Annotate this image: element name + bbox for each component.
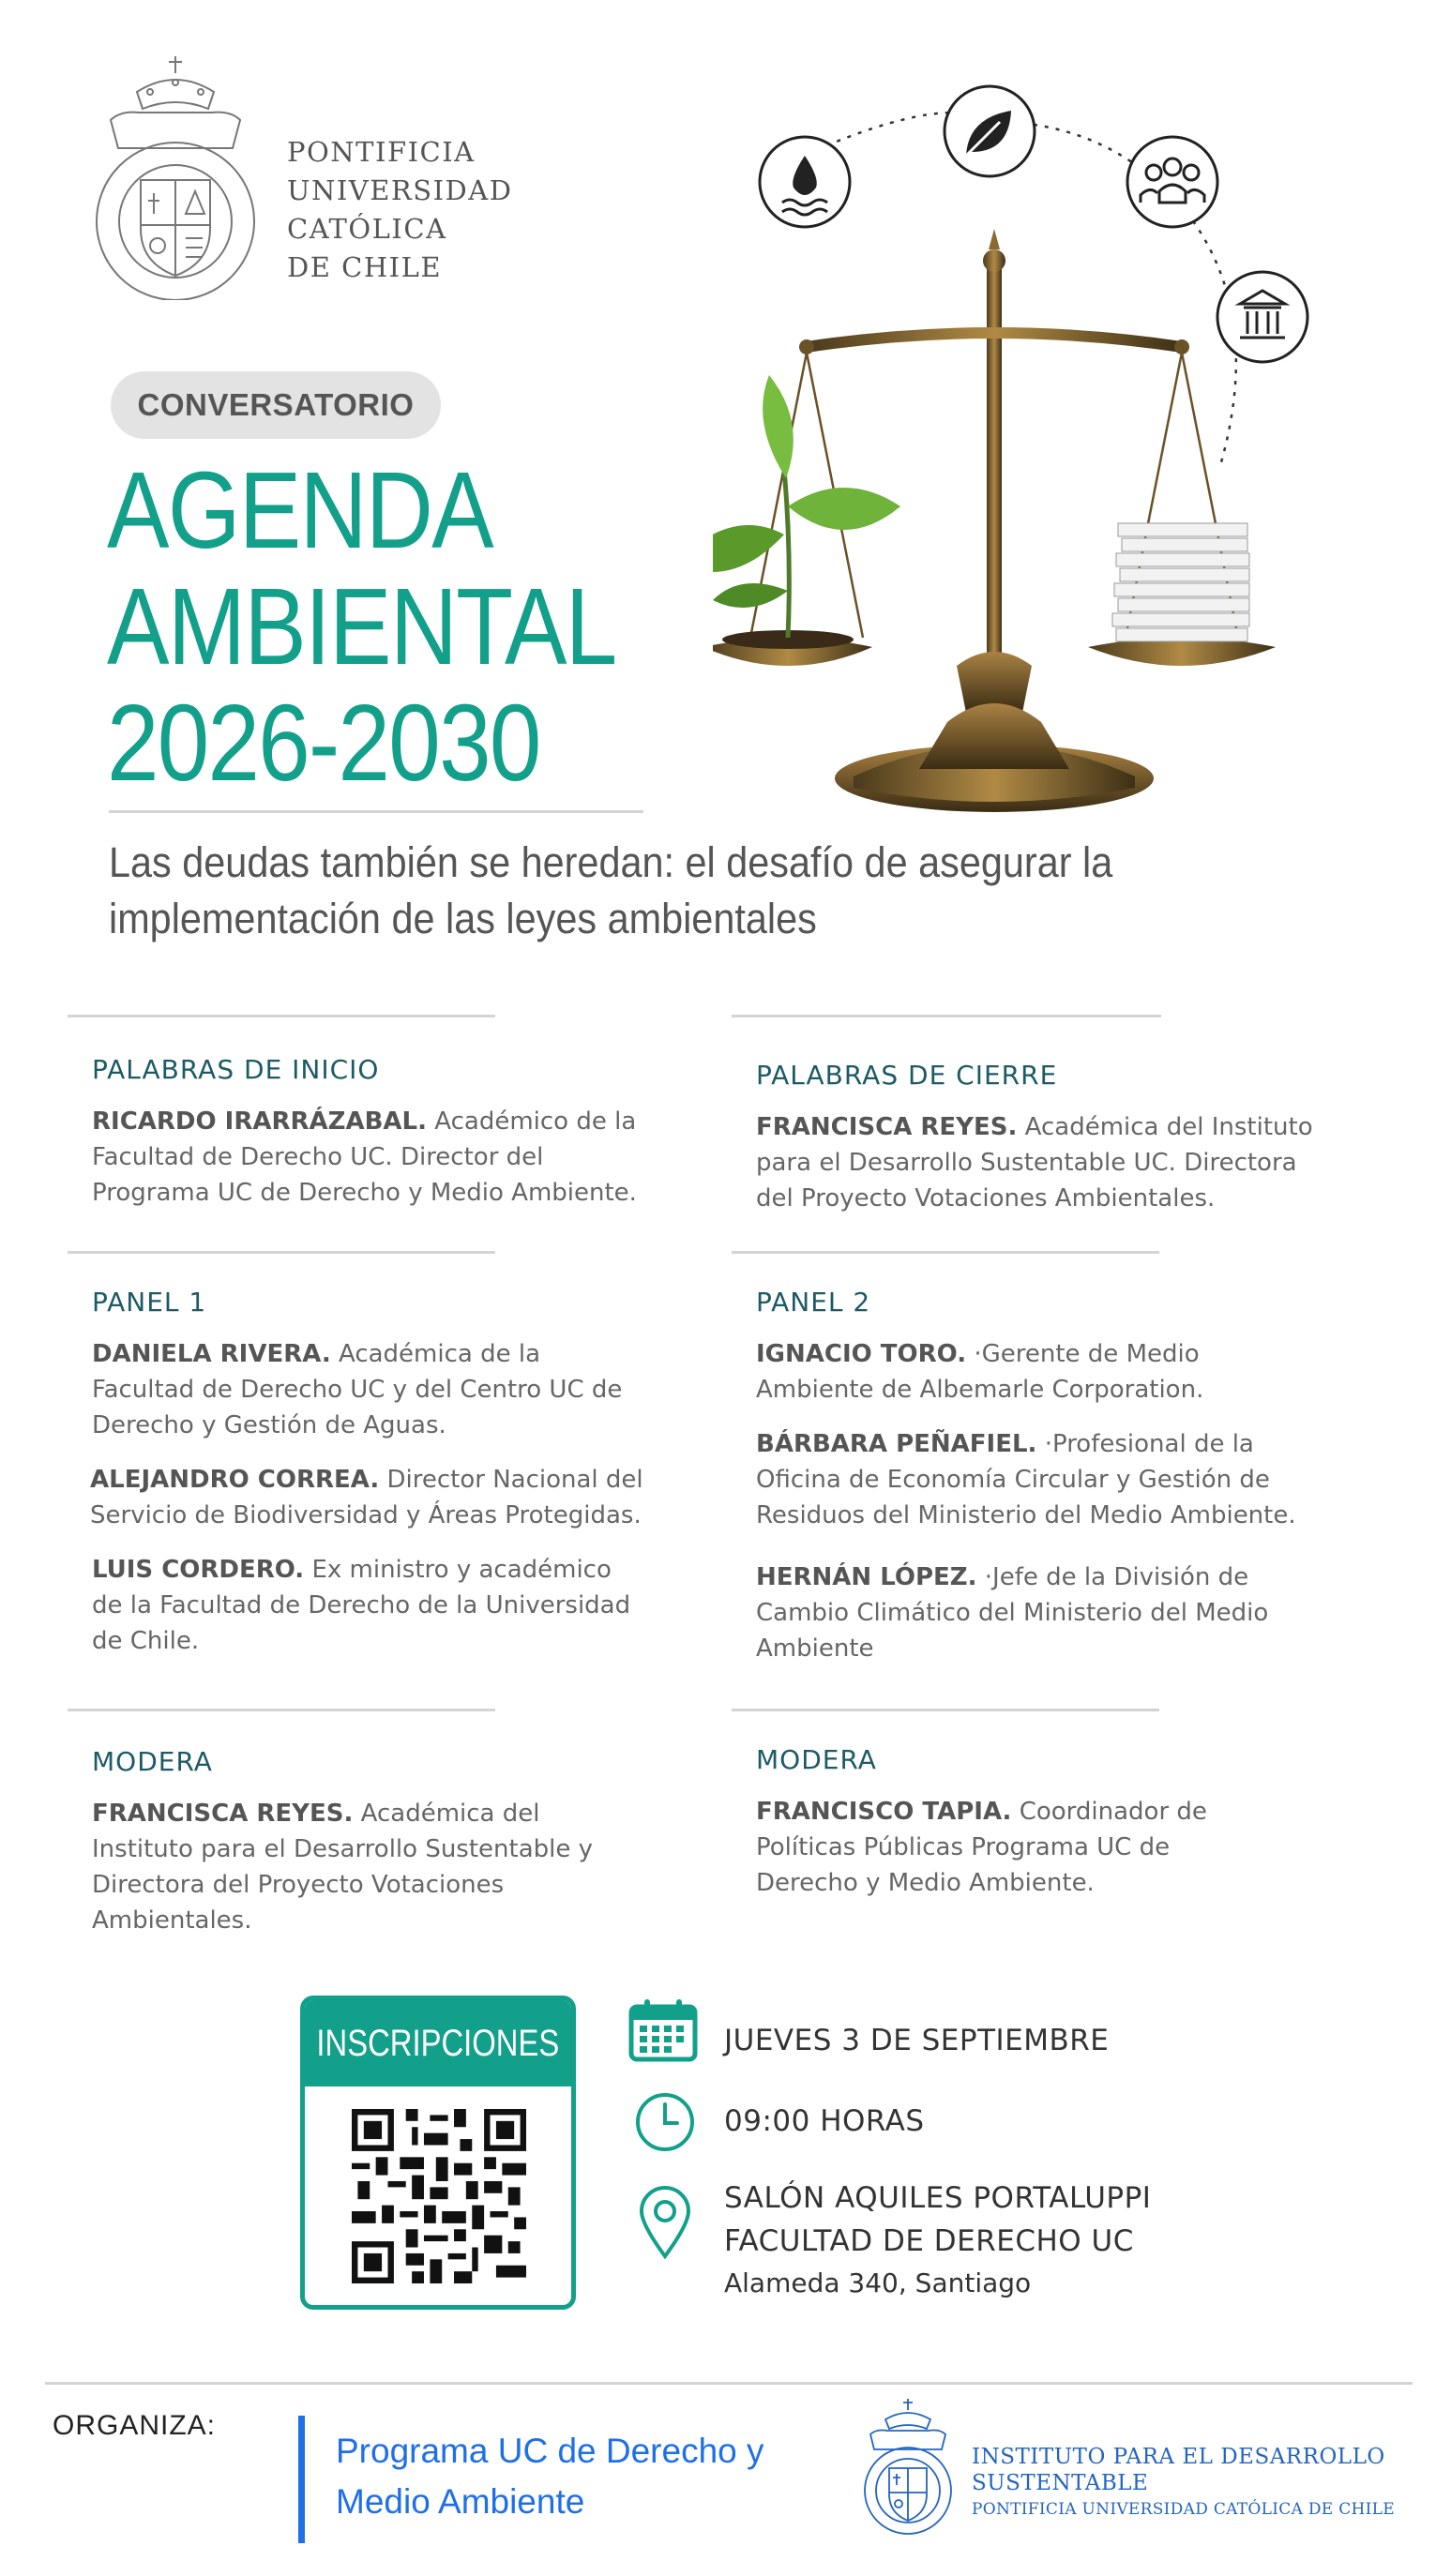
university-name-line: PONTIFICIA — [287, 136, 476, 168]
speaker-name: DANIELA RIVERA. — [92, 1340, 331, 1368]
speaker-desc-line: Directora del Proyecto Votaciones — [92, 1871, 505, 1899]
speaker-desc-line: ·Gerente de Medio — [966, 1340, 1200, 1368]
program-name: Programa UC de Derecho y Medio Ambiente — [336, 2432, 764, 2521]
title-divider — [109, 810, 643, 813]
speaker-desc-line: Derecho y Medio Ambiente. — [756, 1869, 1095, 1897]
speaker-desc-line: Académico de la — [427, 1107, 637, 1136]
organizer-label: ORGANIZA: — [53, 2410, 217, 2441]
institute-university-line: PONTIFICIA UNIVERSIDAD CATÓLICA DE CHILE — [972, 2500, 1395, 2519]
speaker-desc-line: Cambio Climático del Ministerio del Medio — [756, 1599, 1269, 1627]
speaker-desc-line: Ambiente de Albemarle Corporation. — [756, 1376, 1204, 1404]
speaker-desc-line: del Proyecto Votaciones Ambientales. — [756, 1184, 1216, 1213]
speaker-desc-line: de la Facultad de Derecho de la Universidad — [92, 1591, 631, 1619]
speaker-desc-line: Facultad de Derecho UC y del Centro UC de — [92, 1376, 623, 1404]
university-name — [287, 133, 513, 287]
event-title — [107, 449, 616, 804]
registration-label: INSCRIPCIONES — [305, 2000, 571, 2086]
speaker-desc-line: Ex ministro y académico — [304, 1556, 612, 1584]
moderator-left-section — [92, 1746, 720, 1957]
leaf-icon — [945, 86, 1035, 176]
speaker-desc-line: Ambientales. — [92, 1906, 252, 1935]
opening-remarks-section — [92, 1054, 720, 1229]
event-subtitle — [109, 835, 1179, 947]
speaker-desc-line: Facultad de Derecho UC. Director del — [92, 1143, 544, 1171]
water-drop-icon — [760, 137, 850, 227]
people-icon — [1127, 137, 1217, 227]
speaker-name: ALEJANDRO CORREA. — [90, 1466, 380, 1494]
event-title-line: AGENDA — [107, 449, 492, 571]
speaker-desc-line: Políticas Públicas Programa UC de — [756, 1833, 1171, 1861]
speaker-desc-line: ·Profesional de la — [1036, 1430, 1254, 1458]
moderator-right-section — [756, 1744, 1384, 1920]
speaker-desc-line: Residuos del Ministerio del Medio Ambiente. — [756, 1501, 1296, 1529]
speaker-entry — [92, 1552, 720, 1659]
event-title-line: 2026-2030 — [107, 682, 540, 804]
uc-crest-logo — [92, 54, 259, 300]
university-name-line: DE CHILE — [287, 251, 443, 283]
university-name-line: UNIVERSIDAD — [287, 174, 513, 206]
building-icon — [1217, 272, 1308, 362]
section-divider — [68, 1015, 495, 1017]
clock-icon — [634, 2091, 696, 2153]
speaker-name: RICARDO IRARRÁZABAL. — [92, 1107, 427, 1136]
calendar-icon — [628, 1997, 698, 2063]
speaker-name: FRANCISCO TAPIA. — [756, 1798, 1012, 1826]
section-title: PALABRAS DE INICIO — [92, 1054, 380, 1085]
panel-2-section — [756, 1287, 1384, 1685]
speaker-entry — [92, 1104, 720, 1211]
event-type-badge: CONVERSATORIO — [111, 371, 441, 439]
speaker-entry — [756, 1109, 1384, 1216]
institute-name — [972, 2444, 1395, 2523]
event-title-line: AMBIENTAL — [107, 565, 616, 687]
speaker-desc-line: Programa UC de Derecho y Medio Ambiente. — [92, 1179, 637, 1207]
section-divider — [68, 1251, 495, 1254]
speaker-entry — [92, 1796, 720, 1938]
section-title: PALABRAS DE CIERRE — [756, 1060, 1058, 1091]
organizer-accent-bar — [298, 2416, 305, 2543]
speaker-desc-line: Director Nacional del — [379, 1466, 643, 1494]
venue-address: Alameda 340, Santiago — [724, 2267, 1032, 2298]
speaker-entry — [756, 1794, 1384, 1901]
institute-name-line: INSTITUTO PARA EL DESARROLLO — [972, 2445, 1385, 2469]
justice-scale-illustration — [713, 66, 1313, 835]
speaker-entry — [90, 1462, 720, 1533]
section-title: PANEL 2 — [756, 1287, 871, 1318]
speaker-name: FRANCISCA REYES. — [92, 1800, 354, 1828]
event-date: JUEVES 3 DE SEPTIEMBRE — [724, 2024, 1110, 2057]
speaker-name: IGNACIO TORO. — [756, 1340, 967, 1368]
speaker-desc-line: para el Desarrollo Sustentable UC. Directora — [756, 1149, 1297, 1177]
footer-divider — [45, 2382, 1413, 2385]
section-title: MODERA — [756, 1744, 877, 1775]
closing-remarks-section — [756, 1060, 1384, 1235]
section-divider — [732, 1015, 1161, 1017]
speaker-desc-line: Ambiente — [756, 1634, 874, 1663]
speaker-desc-line: de Chile. — [92, 1627, 200, 1655]
speaker-desc-line: Derecho y Gestión de Aguas. — [92, 1411, 446, 1439]
event-subtitle-line: implementación de las leyes ambientales — [109, 895, 817, 942]
speaker-desc-line: Instituto para el Desarrollo Sustentable y — [92, 1835, 594, 1863]
event-time: 09:00 HORAS — [724, 2104, 925, 2138]
registration-qr-card[interactable] — [300, 1996, 576, 2310]
speaker-name: BÁRBARA PEÑAFIEL. — [756, 1430, 1037, 1458]
speaker-desc-line: Servicio de Biodiversidad y Áreas Protegidas. — [90, 1501, 642, 1529]
section-divider — [68, 1709, 495, 1711]
speaker-desc-line: Académica del Instituto — [1017, 1113, 1313, 1141]
location-pin-icon — [638, 2185, 692, 2260]
university-name-line: CATÓLICA — [287, 213, 447, 245]
speaker-desc-line: Académica de la — [330, 1340, 541, 1368]
speaker-name: FRANCISCA REYES. — [756, 1113, 1018, 1141]
speaker-entry — [756, 1336, 1384, 1408]
speaker-entry — [756, 1426, 1384, 1533]
institute-crest-logo — [861, 2397, 955, 2536]
speaker-desc-line: Oficina de Economía Circular y Gestión de — [756, 1466, 1270, 1494]
section-divider — [732, 1709, 1159, 1711]
speaker-name: HERNÁN LÓPEZ. — [756, 1563, 977, 1591]
speaker-name: LUIS CORDERO. — [92, 1556, 305, 1584]
speaker-entry — [756, 1559, 1384, 1666]
venue-faculty: FACULTAD DE DERECHO UC — [724, 2224, 1134, 2258]
speaker-desc-line: Coordinador de — [1011, 1798, 1207, 1826]
speaker-entry — [92, 1336, 720, 1443]
section-divider — [732, 1251, 1159, 1254]
speaker-desc-line: Académica del — [353, 1800, 540, 1828]
speaker-desc-line: ·Jefe de la División de — [976, 1563, 1249, 1591]
event-subtitle-line: Las deudas también se heredan: el desafío de asegurar la — [109, 838, 1113, 886]
venue-name: SALÓN AQUILES PORTALUPPI — [724, 2181, 1152, 2215]
panel-1-section — [92, 1287, 720, 1678]
section-title: PANEL 1 — [92, 1287, 207, 1318]
section-title: MODERA — [92, 1746, 213, 1777]
qr-code[interactable] — [352, 2109, 526, 2283]
institute-name-line: SUSTENTABLE — [972, 2471, 1149, 2495]
